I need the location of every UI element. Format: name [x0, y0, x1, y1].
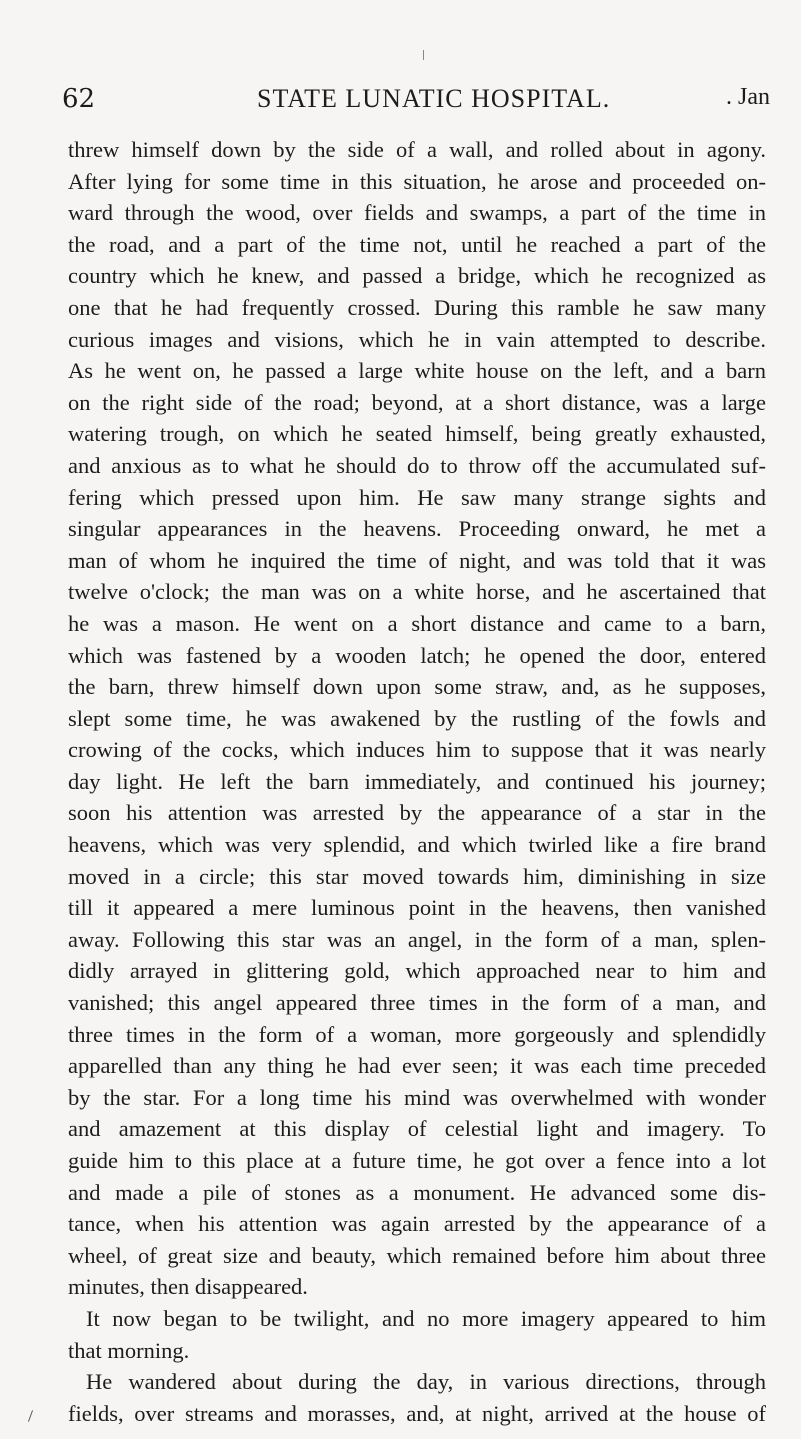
running-title: STATE LUNATIC HOSPITAL. — [257, 84, 611, 113]
scan-mark — [423, 50, 424, 60]
text-line: and anxious as to what he should do to throw off the accumulated suf- — [68, 452, 766, 478]
text-line: wheel, of great size and beauty, which remained before him about three — [68, 1242, 766, 1268]
text-line: by the star. For a long time his mind was overwhelmed with wonder — [68, 1084, 766, 1110]
text-line: vanished; this angel appeared three times in the form of a man, and — [68, 990, 766, 1016]
text-line: that morning. — [68, 1337, 190, 1363]
text-line: the barn, threw himself down upon some straw, and, as he supposes, — [68, 674, 766, 700]
text-line: watering trough, on which he seated himself, being greatly exhausted, — [68, 421, 766, 447]
text-line: tance, when his attention was again arrested by the appearance of a — [68, 1211, 766, 1237]
text-line: which was fastened by a wooden latch; he opened the door, entered — [68, 642, 766, 668]
text-line: slept some time, he was awakened by the rustling of the fowls and — [68, 705, 766, 731]
month-text: Jan — [738, 84, 770, 110]
text-line: After lying for some time in this situation, he arose and proceeded on- — [68, 168, 766, 194]
text-line: three times in the form of a woman, more gorgeously and splendidly — [68, 1021, 766, 1047]
text-line: minutes, then disappeared. — [68, 1274, 308, 1300]
page-number: 62 — [62, 84, 96, 114]
text-line: threw himself down by the side of a wall, and rolled about in agony. — [68, 137, 766, 162]
text-line: curious images and visions, which he in vain attempted to describe. — [68, 326, 766, 352]
page-header — [62, 84, 770, 120]
text-line: It now began to be twilight, and no more imagery appeared to him — [86, 1305, 766, 1331]
text-line: away. Following this star was an angel, in the form of a man, splen- — [68, 926, 766, 952]
text-line: singular appearances in the heavens. Proceeding onward, he met a — [68, 516, 766, 542]
text-line: moved in a circle; this star moved towards him, diminishing in size — [68, 863, 766, 889]
text-line: didly arrayed in glittering gold, which approached near to him and — [68, 958, 766, 984]
text-line: and made a pile of stones as a monument. He advanced some dis- — [68, 1179, 766, 1205]
text-line: the road, and a part of the time not, until he reached a part of the — [68, 231, 766, 257]
text-line: fields, over streams and morasses, and, at night, arrived at the house of — [68, 1400, 766, 1426]
text-line: till it appeared a mere luminous point in the heavens, then vanished — [68, 895, 766, 921]
text-line: crowing of the cocks, which induces him to suppose that it was nearly — [68, 737, 766, 763]
text-line: He wandered about during the day, in various directions, through — [86, 1369, 766, 1395]
text-line: As he went on, he passed a large white house on the left, and a barn — [68, 358, 766, 384]
text-line: ward through the wood, over fields and swamps, a part of the time in — [68, 200, 766, 226]
body-text — [68, 134, 766, 1429]
text-line: he was a mason. He went on a short distance and came to a barn, — [68, 610, 766, 636]
text-line: guide him to this place at a future time, he got over a fence into a lot — [68, 1148, 766, 1173]
text-line: twelve o'clock; the man was on a white horse, and he ascertained that — [68, 579, 766, 605]
text-line: one that he had frequently crossed. During this ramble he saw many — [68, 294, 766, 320]
text-line: and amazement at this display of celestial light and imagery. To — [68, 1116, 766, 1142]
text-line: country which he knew, and passed a bridge, which he recognized as — [68, 263, 766, 289]
scan-mark — [28, 1410, 33, 1422]
text-line: on the right side of the road; beyond, at a short distance, was a large — [68, 389, 766, 415]
text-line: day light. He left the barn immediately, and continued his journey; — [68, 768, 766, 794]
text-line: fering which pressed upon him. He saw many strange sights and — [68, 484, 766, 510]
text-line: heavens, which was very splendid, and which twirled like a fire brand — [68, 832, 766, 858]
month-prefix: . — [726, 84, 732, 110]
text-line: soon his attention was arrested by the appearance of a star in the — [68, 800, 766, 826]
month-label — [726, 84, 770, 111]
text-line: man of whom he inquired the time of night, and was told that it was — [68, 547, 766, 573]
text-line: apparelled than any thing he had ever seen; it was each time preceded — [68, 1053, 766, 1079]
